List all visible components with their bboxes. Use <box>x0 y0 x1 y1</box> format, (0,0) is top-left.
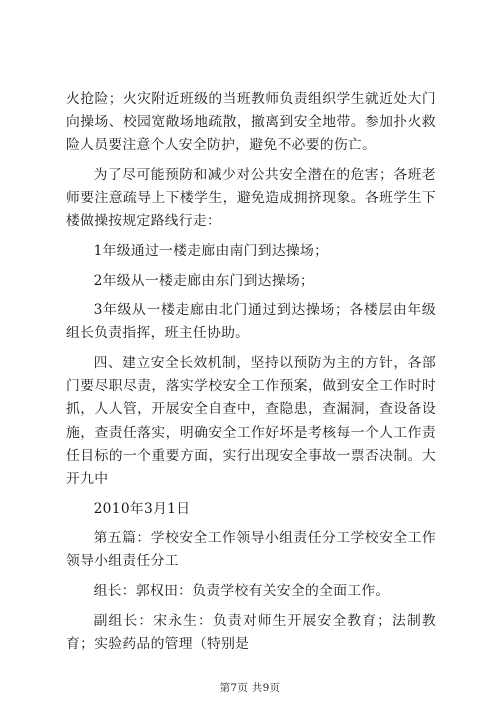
paragraph: 组长：郭权田：负责学校有关安全的全面工作。 <box>93 582 390 599</box>
section-heading: 第五篇：学校安全工作领导小组责任分工学校安全工作领导小组责任分工 <box>66 530 436 570</box>
paragraph: 火抢险；火灾附近班级的当班教师负责组织学生就近处大门向操场、校园宽敞场地疏散，撤离到安全地带。参加扑火救险人员要注意个人安全防护，避免不必要的伤亡。 <box>66 91 436 154</box>
document-body <box>66 88 436 662</box>
paragraph: 为了尽可能预防和减少对公共安全潜在的危害；各班老师要注意疏导上下楼学生，避免造成拥挤现象。各班学生下楼做操按规定路线行走： <box>66 167 436 230</box>
page-number-footer: 第7页 共9页 <box>219 682 281 694</box>
paragraph: 副组长：宋永生：负责对师生开展安全教育；法制教育；实验药品的管理（特别是 <box>66 612 436 652</box>
paragraph: 2年级从一楼走廊由东门到达操场； <box>93 272 315 289</box>
paragraph: 1年级通过一楼走廊由南门到达操场； <box>93 243 329 259</box>
paragraph: 四、建立安全长效机制，坚持以预防为主的方针，各部门要尽职尽责，落实学校安全工作预案，做到安全工作时时抓，人人管，开展安全自查中，查隐患，查漏洞，查设备设施，查责任落实，明确安全工作好坏是考核每一个人工作责任目标的一个重要方面，实行出现安全事故一票否决制。大开九中 <box>66 354 436 487</box>
paragraph: 3年级从一楼走廊由北门通过到达操场；各楼层由年级组长负责指挥，班主任协助。 <box>66 302 436 342</box>
date-line: 2010年3月1日 <box>93 500 191 517</box>
